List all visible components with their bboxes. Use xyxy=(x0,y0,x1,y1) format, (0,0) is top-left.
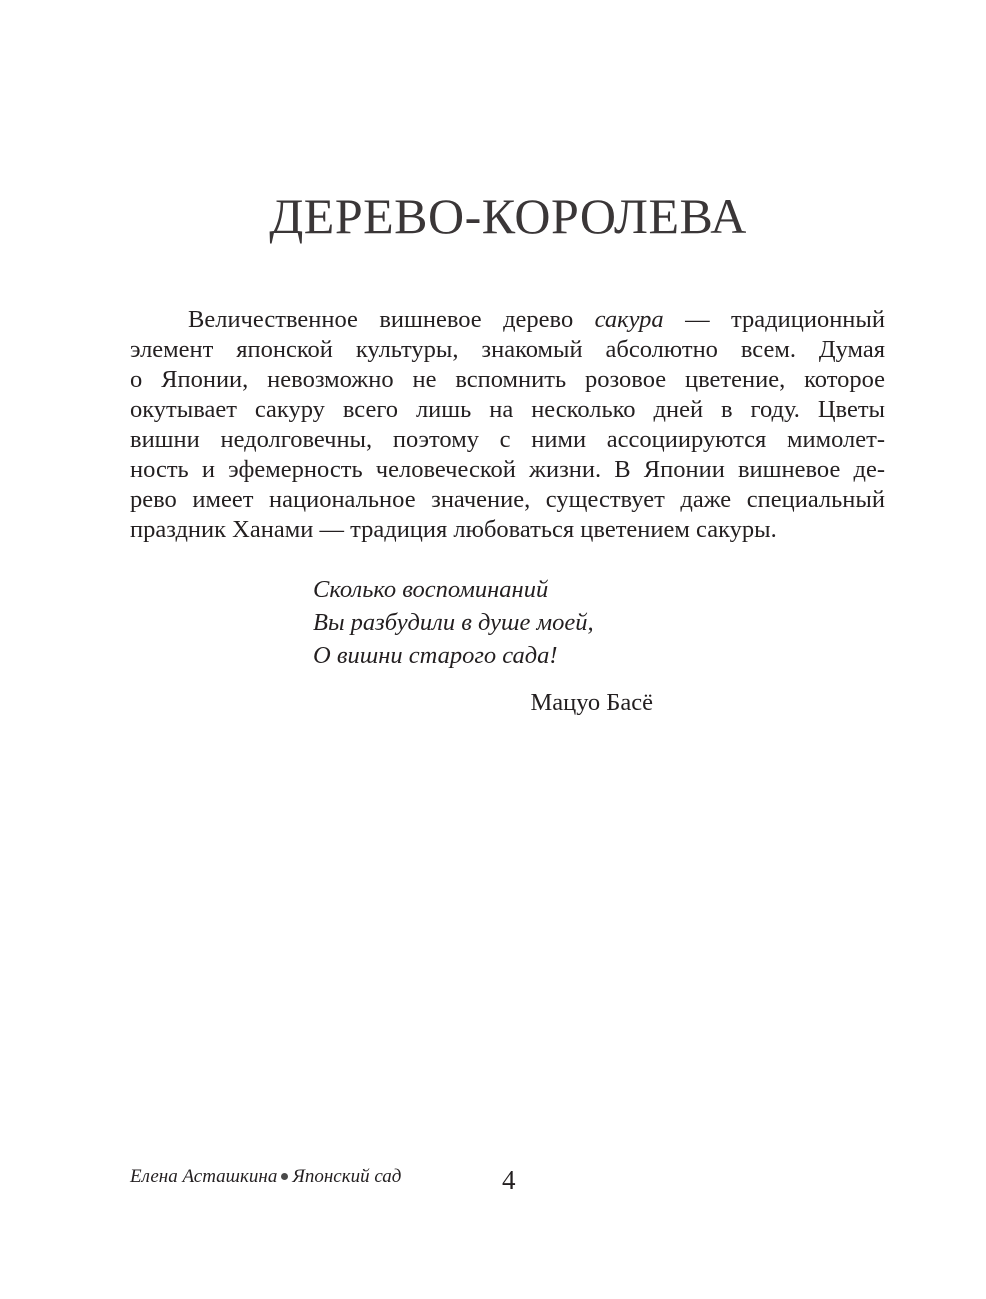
paragraph-line: о Японии, невозможно не вспомнить розовое цветение, которое xyxy=(130,366,885,393)
paragraph-line-end: — традиционный xyxy=(663,306,885,333)
poem-line: Вы разбудили в душе моей, xyxy=(313,609,594,636)
paragraph-line xyxy=(130,305,885,335)
italic-term-sakura: сакура xyxy=(594,306,664,333)
page-number: 4 xyxy=(502,1165,516,1195)
paragraph-line-start: Величественное вишневое дерево xyxy=(188,306,595,333)
poem-epigraph xyxy=(313,573,693,672)
page-title: ДЕРЕВО-КОРОЛЕВА xyxy=(269,188,747,244)
footer-credit xyxy=(130,1163,401,1191)
poem-line: Сколько воспоминаний xyxy=(313,576,549,603)
body-paragraph xyxy=(130,305,885,545)
paragraph-line: ность и эфемерность человеческой жизни. В Японии вишневое де- xyxy=(130,456,885,483)
paragraph-line: праздник Ханами — традиция любоваться цветением сакуры. xyxy=(130,516,777,543)
footer-book-title: Японский сад xyxy=(292,1166,402,1187)
bullet-dot-icon xyxy=(281,1173,288,1180)
paragraph-line: элемент японской культуры, знакомый абсолютно всем. Думая xyxy=(130,336,885,363)
paragraph-line: окутывает сакуру всего лишь на несколько дней в году. Цветы xyxy=(130,396,885,423)
poem-author: Мацуо Басё xyxy=(530,689,653,716)
paragraph-line: рево имеет национальное значение, существует даже специальный xyxy=(130,486,885,513)
poem-line: О вишни старого сада! xyxy=(313,642,558,669)
footer-author: Елена Асташкина xyxy=(130,1166,278,1187)
paragraph-line: вишни недолговечны, поэтому с ними ассоциируются мимолет- xyxy=(130,426,885,453)
